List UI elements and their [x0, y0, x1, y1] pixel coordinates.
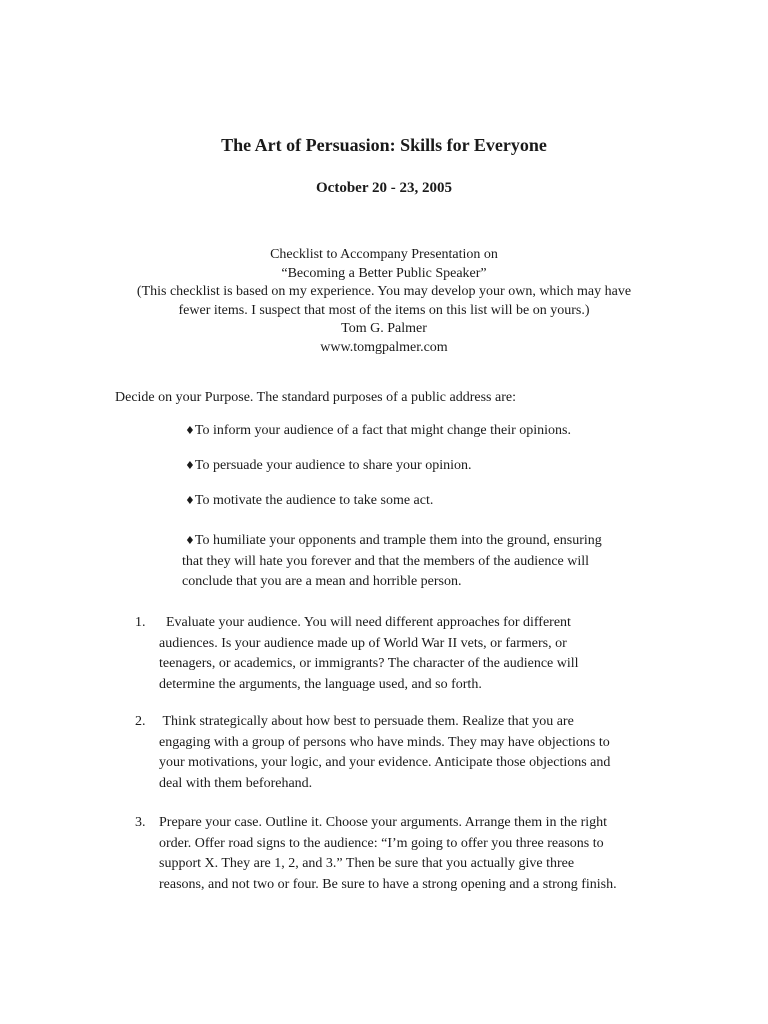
- item-line: engaging with a group of persons who have minds. They may have objections to: [159, 734, 610, 750]
- item-line: teenagers, or academics, or immigrants? The character of the audience will: [159, 656, 579, 671]
- item-line: determine the arguments, the language used, and so forth.: [159, 676, 482, 692]
- header-line: Checklist to Accompany Presentation on: [270, 247, 498, 262]
- purpose-bullet: [185, 491, 433, 512]
- purpose-bullet: [185, 421, 571, 442]
- item-body: [159, 613, 579, 695]
- item-line: Think strategically about how best to persuade them. Realize that you are: [159, 714, 574, 729]
- bullet-text-continuation: that they will hate you forever and that the members of the audience will: [182, 553, 590, 569]
- event-date: October 20 - 23, 2005: [316, 180, 452, 196]
- item-line: reasons, and not two or four. Be sure to have a strong opening and a strong finish.: [159, 876, 617, 892]
- item-line: your motivations, your logic, and your evidence. Anticipate those objections and: [159, 755, 611, 770]
- item-body: [159, 712, 610, 794]
- diamond-bullet-icon: ♦: [185, 459, 195, 472]
- header-line: “Becoming a Better Public Speaker”: [281, 265, 487, 281]
- purpose-bullet: [185, 456, 471, 477]
- item-number: 1.: [135, 615, 146, 630]
- bullet-text: To persuade your audience to share your opinion.: [194, 458, 472, 473]
- diamond-bullet-icon: ♦: [185, 424, 195, 437]
- item-number: 2.: [135, 714, 146, 729]
- author-website: www.tomgpalmer.com: [320, 339, 448, 355]
- purpose-bullet: [182, 531, 602, 593]
- item-body: [159, 813, 617, 895]
- bullet-text-continuation: conclude that you are a mean and horrible person.: [182, 574, 462, 589]
- item-line: deal with them beforehand.: [159, 775, 313, 791]
- bullet-text: To humiliate your opponents and trample them into the ground, ensuring: [194, 533, 602, 548]
- diamond-bullet-icon: ♦: [185, 534, 195, 547]
- bullet-text: To inform your audience of a fact that might change their opinions.: [194, 423, 572, 438]
- header-line: (This checklist is based on my experience. You may develop your own, which may have: [136, 284, 632, 299]
- diamond-bullet-icon: ♦: [185, 494, 195, 507]
- header-line: fewer items. I suspect that most of the items on this list will be on yours.): [178, 302, 590, 318]
- item-line: support X. They are 1, 2, and 3.” Then be sure that you actually give three: [159, 856, 575, 871]
- author-name: Tom G. Palmer: [341, 321, 427, 336]
- bullet-text: To motivate the audience to take some act.: [194, 493, 434, 508]
- document-title: The Art of Persuasion: Skills for Everyone: [221, 135, 547, 155]
- item-number: 3.: [135, 815, 146, 830]
- item-line: Evaluate your audience. You will need different approaches for different: [159, 615, 571, 630]
- purpose-intro: Decide on your Purpose. The standard purposes of a public address are:: [115, 390, 516, 405]
- item-line: audiences. Is your audience made up of World War II vets, or farmers, or: [159, 635, 567, 651]
- item-line: order. Offer road signs to the audience: “I’m going to offer you three reasons to: [159, 835, 604, 851]
- header-block: [0, 246, 768, 357]
- item-line: Prepare your case. Outline it. Choose your arguments. Arrange them in the right: [159, 815, 608, 830]
